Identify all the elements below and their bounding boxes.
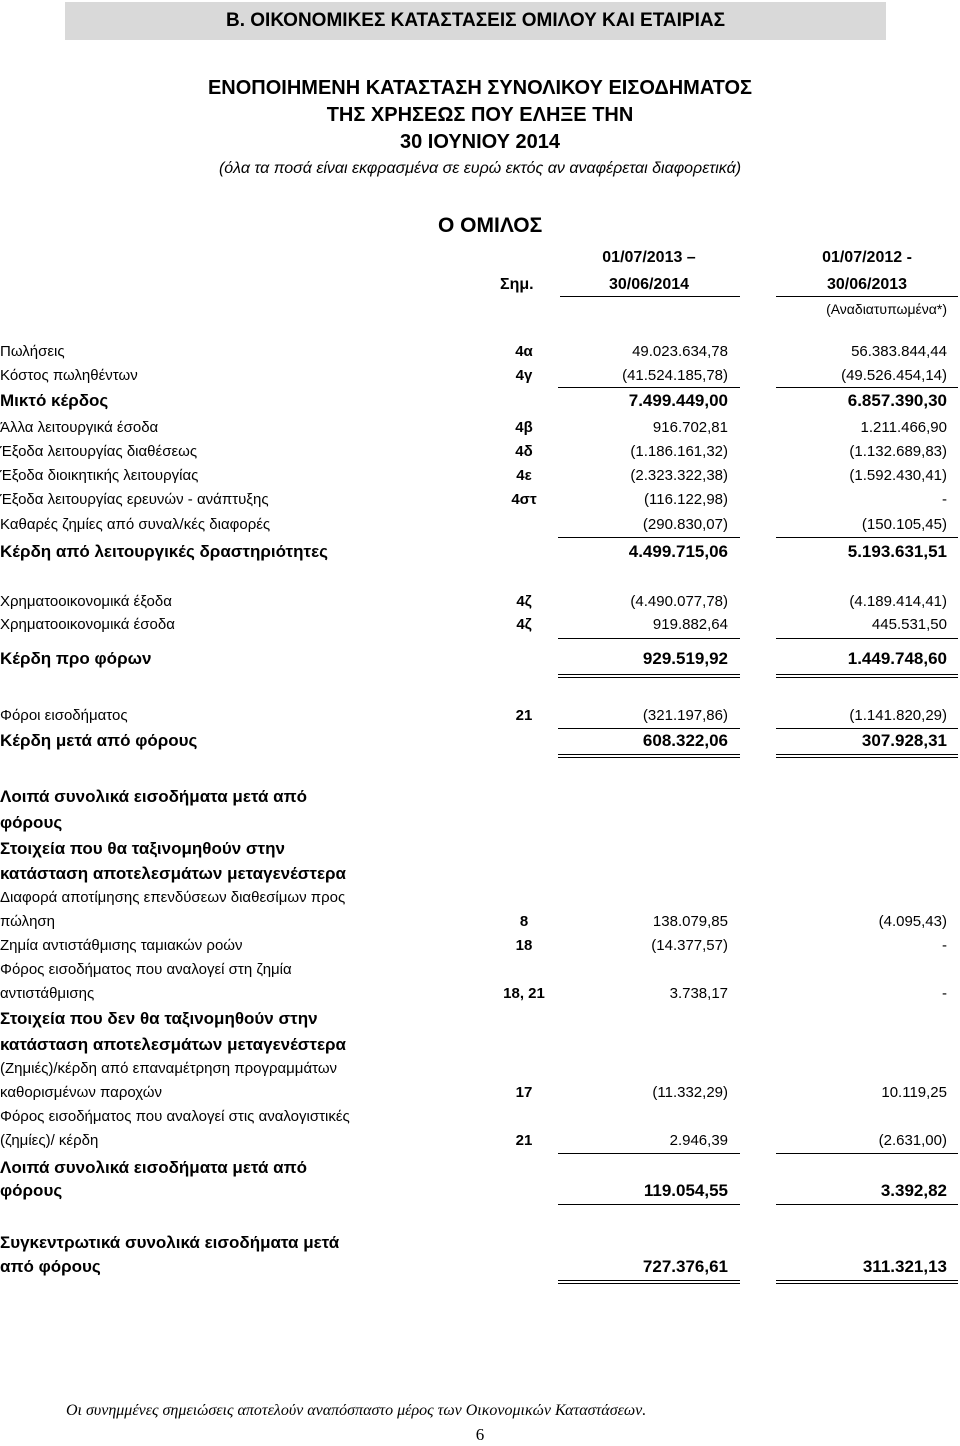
row-value-2013: 1.211.466,90 — [860, 419, 947, 436]
table-row — [0, 490, 960, 514]
grand-total-label-line1: Συγκεντρωτικά συνολικά εισοδήματα μετά — [0, 1233, 340, 1252]
table-row — [0, 342, 960, 366]
statement-title-line1: ΕΝΟΠΟΙΗΜΕΝΗ ΚΑΤΑΣΤΑΣΗ ΣΥΝΟΛΙΚΟΥ ΕΙΣΟΔΗΜΑΤΟΣ — [207, 77, 753, 99]
col2-header-rule — [776, 296, 958, 297]
row-label: Άλλα λειτουργικά έσοδα — [0, 419, 159, 436]
row-label: Χρηματοοικονομικά έξοδα — [0, 593, 172, 610]
row-label: (Ζημιές)/κέρδη από επαναμέτρηση προγραμμάτων — [0, 1060, 338, 1077]
row-note: 4ζ — [516, 616, 532, 633]
row-label: Μικτό κέρδος — [0, 391, 109, 410]
col2-header-line1: 01/07/2012 - — [822, 249, 912, 266]
row-label: Ζημία αντιστάθμισης ταμιακών ροών — [0, 937, 243, 954]
row-note: 4δ — [515, 443, 533, 460]
subtotal-rule — [776, 638, 958, 639]
oci-row-label-line1 — [0, 888, 960, 912]
row-value-2013: 3.392,82 — [880, 1181, 947, 1200]
row-value-2014: 2.946,39 — [669, 1132, 728, 1149]
row-value-2014: 119.054,55 — [643, 1181, 728, 1200]
oci-row-label-line1 — [0, 1059, 960, 1083]
row-label: Έξοδα λειτουργίας διαθέσεως — [0, 443, 198, 460]
subtotal-rule — [776, 1204, 958, 1205]
row-value-2014: 608.322,06 — [642, 731, 728, 750]
double-rule — [558, 677, 740, 678]
subtotal-rule — [558, 537, 740, 538]
row-value-2013: 307.928,31 — [861, 731, 947, 750]
table-row-subtotal — [0, 542, 960, 566]
row-value-2013: 56.383.844,44 — [851, 343, 947, 360]
row-note: 8 — [519, 913, 529, 930]
row-label: αντιστάθμισης — [0, 985, 95, 1002]
oci-heading-line1: Λοιπά συνολικά εισοδήματα μετά από — [0, 787, 308, 806]
table-row — [0, 1083, 960, 1107]
row-value-2013: 5.193.631,51 — [847, 542, 947, 561]
double-rule — [776, 674, 958, 675]
row-label: Καθαρές ζημίες από συναλ/κές διαφορές — [0, 516, 271, 533]
table-row — [0, 912, 960, 936]
table-row — [0, 706, 960, 730]
table-row — [0, 442, 960, 466]
oci-subheading1-line2: κατάσταση αποτελεσμάτων μεταγενέστερα — [0, 864, 347, 883]
row-value-2014: 929.519,92 — [642, 649, 728, 668]
table-row — [0, 515, 960, 539]
row-label: πώληση — [0, 913, 56, 930]
double-rule — [558, 1280, 740, 1281]
table-row-grand-total — [0, 1257, 960, 1281]
double-rule — [558, 754, 740, 755]
row-value-2013: (150.105,45) — [861, 516, 947, 533]
subtotal-rule — [776, 387, 958, 388]
row-note: 4γ — [515, 367, 533, 384]
table-row-subtotal — [0, 1181, 960, 1205]
double-rule — [558, 1283, 740, 1284]
oci-subheading1-line1: Στοιχεία που θα ταξινομηθούν στην — [0, 839, 285, 858]
subtotal-rule — [558, 1153, 740, 1154]
subtotal-rule — [558, 1204, 740, 1205]
oci-row-label-line1 — [0, 960, 960, 984]
oci-row-label-line1 — [0, 1107, 960, 1131]
oci-subheading2-line2: κατάσταση αποτελεσμάτων μεταγενέστερα — [0, 1035, 347, 1054]
row-value-2014: 919.882,64 — [652, 616, 728, 633]
row-label: Χρηματοοικονομικά έσοδα — [0, 616, 175, 633]
row-label: Φόρος εισοδήματος που αναλογεί στη ζημία — [0, 961, 292, 978]
row-label: Φόρος εισοδήματος που αναλογεί στις αναλογιστικές — [0, 1108, 350, 1125]
oci-heading-line2: φόρους — [0, 813, 63, 832]
row-value-2013: 6.857.390,30 — [847, 391, 947, 410]
row-note: 17 — [515, 1084, 533, 1101]
row-value-2013: 1.449.748,60 — [847, 649, 947, 668]
row-value-2014: 138.079,85 — [652, 913, 728, 930]
row-value-2014: (4.490.077,78) — [630, 593, 728, 610]
row-value-2013: (4.189.414,41) — [849, 593, 947, 610]
table-row — [0, 466, 960, 490]
row-value-2014: (1.186.161,32) — [630, 443, 728, 460]
statement-title-line3: 30 ΙΟΥΝΙΟΥ 2014 — [399, 131, 561, 153]
double-rule — [776, 757, 958, 758]
row-note: 18, 21 — [503, 985, 545, 1002]
row-value-2013: 311.321,13 — [862, 1257, 947, 1276]
row-label: Κέρδη μετά από φόρους — [0, 731, 198, 750]
row-label: Κέρδη από λειτουργικές δραστηριότητες — [0, 542, 328, 561]
subtotal-rule — [558, 638, 740, 639]
row-value-2014: (290.830,07) — [642, 516, 728, 533]
double-rule — [776, 754, 958, 755]
row-note: 4στ — [511, 491, 537, 508]
row-note: 18 — [515, 937, 533, 954]
row-value-2013: (2.631,00) — [878, 1132, 947, 1149]
row-label: (ζημίες)/ κέρδη — [0, 1132, 99, 1149]
row-label: Κόστος πωληθέντων — [0, 367, 138, 384]
row-value-2013: 10.119,25 — [881, 1084, 947, 1101]
col1-header-line1: 01/07/2013 – — [602, 249, 696, 266]
table-row — [0, 936, 960, 960]
row-value-2014: (321.197,86) — [642, 707, 728, 724]
row-value-2013: (49.526.454,14) — [841, 367, 947, 384]
double-rule — [558, 674, 740, 675]
row-note: 4α — [515, 343, 533, 360]
subtotal-rule — [776, 1153, 958, 1154]
row-value-2014: (2.323.322,38) — [630, 467, 728, 484]
row-note: 4ε — [516, 467, 532, 484]
row-label: Έξοδα λειτουργίας ερευνών - ανάπτυξης — [0, 491, 269, 508]
row-value-2013: (1.141.820,29) — [849, 707, 947, 724]
col1-header-line2: 30/06/2014 — [608, 276, 690, 293]
note-col-header: Σημ. — [500, 276, 534, 293]
statement-subtitle: (όλα τα ποσά είναι εκφρασμένα σε ευρώ εκτός αν αναφέρεται διαφορετικά) — [218, 160, 742, 177]
row-note: 21 — [515, 707, 533, 724]
table-row — [0, 418, 960, 442]
row-value-2014: (11.332,29) — [652, 1084, 728, 1101]
row-value-2014: 3.738,17 — [669, 985, 728, 1002]
col1-header-rule — [560, 296, 740, 297]
row-note: 4β — [515, 419, 533, 436]
row-value-2013: (1.592.430,41) — [849, 467, 947, 484]
footer-note: Οι συνημμένες σημειώσεις αποτελούν αναπόσπαστο μέρος των Οικονομικών Καταστάσεων. — [66, 1402, 647, 1419]
oci-total-label-line1: Λοιπά συνολικά εισοδήματα μετά από — [0, 1158, 308, 1177]
row-value-2013: (1.132.689,83) — [849, 443, 947, 460]
oci-subheading2-line1: Στοιχεία που δεν θα ταξινομηθούν στην — [0, 1009, 318, 1028]
row-value-2014: (41.524.185,78) — [622, 367, 728, 384]
row-value-2014: 727.376,61 — [642, 1257, 728, 1276]
table-row-subtotal — [0, 649, 960, 673]
row-label: καθορισμένων παροχών — [0, 1084, 162, 1101]
subtotal-rule — [558, 387, 740, 388]
double-rule — [776, 1280, 958, 1281]
row-value-2014: (14.377,57) — [651, 937, 728, 954]
row-value-2014: 7.499.449,00 — [628, 391, 728, 410]
section-banner: B. ΟΙΚΟΝΟΜΙΚΕΣ ΚΑΤΑΣΤΑΣΕΙΣ ΟΜΙΛΟΥ ΚΑΙ ΕΤΑΙΡΙΑΣ — [65, 2, 886, 40]
row-note: 21 — [515, 1132, 533, 1149]
row-note: 4ζ — [516, 593, 532, 610]
row-value-2013: - — [942, 937, 947, 954]
row-label: από φόρους — [0, 1257, 101, 1276]
col2-header-line2: 30/06/2013 — [826, 276, 908, 293]
table-row-subtotal — [0, 731, 960, 755]
row-value-2013: 445.531,50 — [871, 616, 947, 633]
row-value-2013: (4.095,43) — [878, 913, 947, 930]
double-rule — [776, 1283, 958, 1284]
row-label: φόρους — [0, 1181, 63, 1200]
row-value-2014: 4.499.715,06 — [628, 542, 728, 561]
table-row — [0, 615, 960, 639]
row-value-2014: 916.702,81 — [652, 419, 728, 436]
table-row — [0, 592, 960, 616]
subtotal-rule — [776, 728, 958, 729]
row-label: Κέρδη προ φόρων — [0, 649, 152, 668]
col2-restated-note: (Αναδιατυπωμένα*) — [826, 301, 947, 317]
row-label: Έξοδα διοικητικής λειτουργίας — [0, 467, 199, 484]
statement-title-line2: ΤΗΣ ΧΡΗΣΕΩΣ ΠΟΥ ΕΛΗΞΕ ΤΗΝ — [326, 104, 634, 126]
group-heading: Ο ΟΜΙΛΟΣ — [438, 214, 543, 237]
table-row — [0, 984, 960, 1008]
double-rule — [776, 677, 958, 678]
page-number: 6 — [475, 1425, 485, 1444]
row-label: Διαφορά αποτίμησης επενδύσεων διαθεσίμων προς — [0, 889, 346, 906]
subtotal-rule — [558, 728, 740, 729]
double-rule — [558, 757, 740, 758]
subtotal-rule — [776, 537, 958, 538]
row-value-2013: - — [942, 985, 947, 1002]
table-row — [0, 1131, 960, 1155]
row-label: Πωλήσεις — [0, 343, 65, 360]
row-value-2014: (116.122,98) — [644, 491, 728, 508]
row-value-2014: 49.023.634,78 — [632, 343, 728, 360]
row-value-2013: - — [942, 491, 947, 508]
row-label: Φόροι εισοδήματος — [0, 707, 128, 724]
table-row-subtotal — [0, 391, 960, 415]
